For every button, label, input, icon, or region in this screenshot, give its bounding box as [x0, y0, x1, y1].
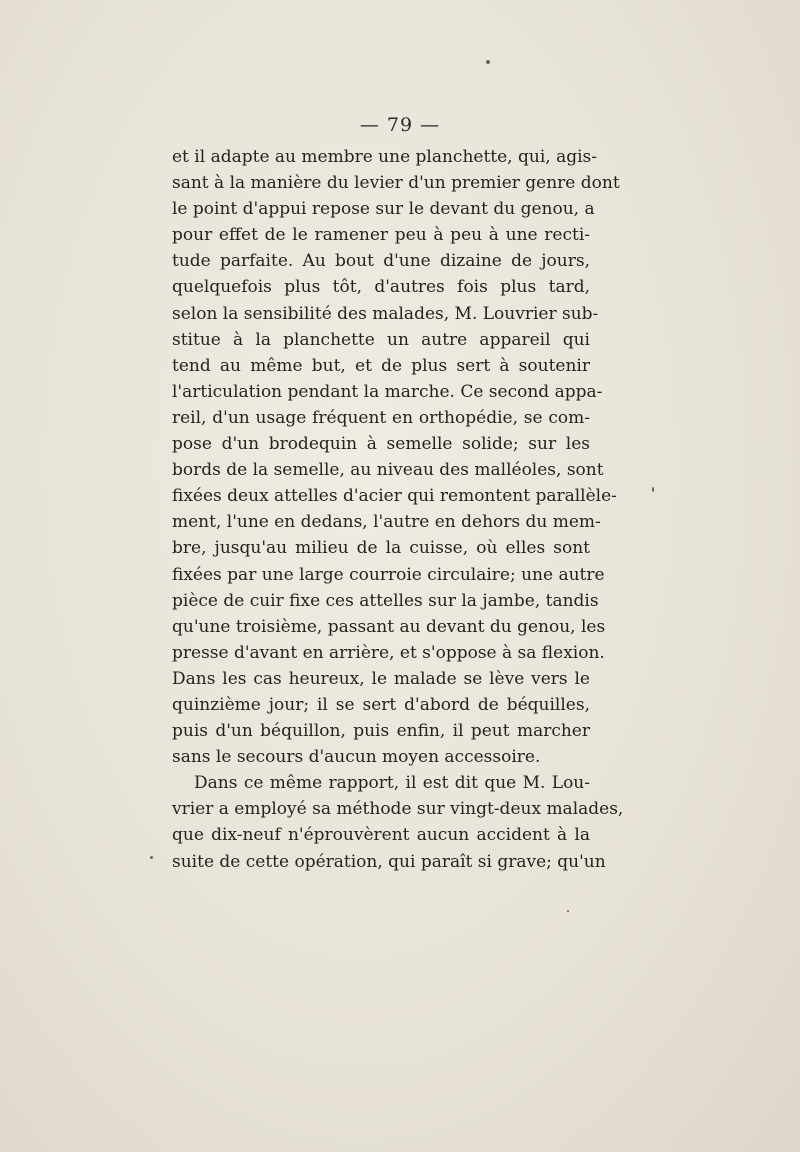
text-line: tend au même but, et de plus sert à soutenir: [172, 355, 590, 376]
text-line: ment, l'une en dedans, l'autre en dehors du mem-: [172, 512, 601, 533]
text-line: Dans ce même rapport, il est dit que M. Lou-: [194, 773, 590, 794]
text-line: quinzième jour; il se sert d'abord de béquilles,: [172, 694, 590, 715]
text-line: reil, d'un usage fréquent en orthopédie, se com-: [172, 407, 590, 428]
text-line: et il adapte au membre une planchette, qui, agis-: [172, 147, 597, 167]
text-line: presse d'avant en arrière, et s'oppose à sa flexion.: [172, 642, 605, 663]
text-line: selon la sensibilité des malades, M. Louvrier sub-: [172, 303, 599, 324]
text-line: que dix-neuf n'éprouvèrent aucun accident à la: [172, 825, 590, 846]
text-line: suite de cette opération, qui paraît si grave; qu'un: [172, 851, 606, 872]
page-number: — 79 —: [359, 114, 441, 136]
text-line: bre, jusqu'au milieu de la cuisse, où elles sont: [172, 538, 590, 559]
text-line: bords de la semelle, au niveau des malléoles, sont: [172, 460, 604, 481]
text-line: puis d'un béquillon, puis enfin, il peut marcher: [172, 721, 590, 742]
text-line: Dans les cas heureux, le malade se lève vers le: [172, 668, 590, 689]
text-line: pour effet de le ramener peu à peu à une recti-: [172, 225, 590, 246]
paper-speck: [150, 856, 153, 859]
paper-speck: [652, 487, 654, 492]
text-line: tude parfaite. Au bout d'une dizaine de jours,: [172, 251, 590, 272]
text-line: le point d'appui repose sur le devant du genou, a: [172, 199, 595, 220]
text-line: fixées deux attelles d'acier qui remontent parallèle-: [172, 486, 617, 507]
body-text: [172, 144, 624, 875]
text-line: quelquefois plus tôt, d'autres fois plus tard,: [172, 277, 590, 298]
text-line: sans le secours d'aucun moyen accessoire.: [172, 747, 541, 768]
text-line: stitue à la planchette un autre appareil qui: [172, 329, 590, 350]
paper-speck: [486, 60, 490, 64]
text-line: pièce de cuir fixe ces attelles sur la jambe, tandis: [172, 590, 599, 611]
text-line: qu'une troisième, passant au devant du genou, les: [172, 616, 606, 637]
paper-speck: [567, 910, 569, 912]
text-line: l'articulation pendant la marche. Ce second appa-: [172, 381, 603, 402]
text-line: vrier a employé sa méthode sur vingt-deux malades,: [172, 799, 624, 820]
text-line: sant à la manière du levier d'un premier genre dont: [172, 173, 620, 194]
text-line: pose d'un brodequin à semelle solide; sur les: [172, 434, 590, 455]
text-line: fixées par une large courroie circulaire; une autre: [172, 564, 605, 585]
